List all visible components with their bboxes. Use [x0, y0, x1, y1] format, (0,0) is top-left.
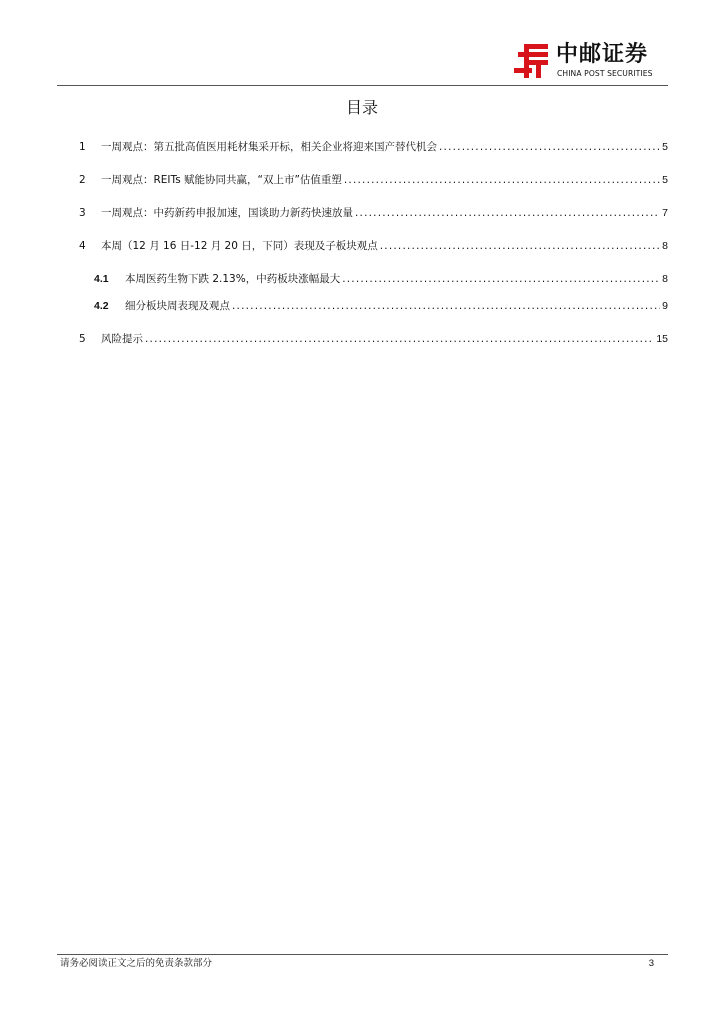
toc-entry-page: 8 [662, 273, 668, 285]
toc-entry-page: 8 [662, 240, 668, 252]
table-of-contents [79, 136, 668, 351]
toc-entry-text: 一周观点：第五批高值医用耗材集采开标，相关企业将迎来国产替代机会 [101, 141, 437, 153]
toc-entry-number: 1 [79, 141, 86, 153]
china-post-logo-icon [512, 42, 552, 80]
toc-entry-page: 7 [662, 207, 668, 219]
toc-dot-leader [145, 328, 654, 351]
toc-title: 目录 [345, 98, 378, 117]
toc-entry-4-1[interactable] [79, 268, 668, 291]
toc-entry-text: 本周医药生物下跌 2.13%，中药板块涨幅最大 [125, 273, 341, 285]
toc-entry-number: 4.2 [94, 300, 109, 312]
page-header [0, 0, 724, 90]
toc-dot-leader [355, 202, 660, 225]
footer-divider [57, 954, 668, 955]
toc-entry-text: 一周观点：中药新药申报加速，国谈助力新药快速放量 [101, 207, 353, 219]
toc-entry-page: 15 [656, 333, 668, 345]
toc-entry-4[interactable] [79, 235, 668, 258]
toc-entry-page: 5 [662, 141, 668, 153]
toc-dot-leader [439, 136, 660, 159]
company-logo [512, 42, 672, 82]
toc-dot-leader [342, 268, 660, 291]
toc-dot-leader [344, 169, 660, 192]
toc-entry-page: 5 [662, 174, 668, 186]
toc-entry-text: 风险提示 [101, 333, 143, 345]
header-divider [57, 85, 668, 86]
footer-page-number: 3 [648, 958, 654, 969]
company-name-cn: 中邮证券 [556, 42, 649, 67]
company-name-en: CHINA POST SECURITIES [557, 69, 653, 78]
toc-entry-text: 本周（12 月 16 日-12 月 20 日，下同）表现及子板块观点 [101, 240, 378, 252]
toc-entry-5[interactable] [79, 328, 668, 351]
toc-entry-number: 4 [79, 240, 86, 252]
toc-dot-leader [232, 295, 660, 318]
footer-disclaimer: 请务必阅读正文之后的免责条款部分 [60, 958, 213, 969]
toc-entry-1[interactable] [79, 136, 668, 159]
toc-entry-number: 2 [79, 174, 86, 186]
toc-entry-number: 4.1 [94, 273, 109, 285]
toc-dot-leader [380, 235, 660, 258]
toc-entry-page: 9 [662, 300, 668, 312]
toc-entry-3[interactable] [79, 202, 668, 225]
toc-entry-4-2[interactable] [79, 295, 668, 318]
toc-entry-number: 3 [79, 207, 86, 219]
toc-entry-2[interactable] [79, 169, 668, 192]
toc-entry-text: 一周观点：REITs 赋能协同共赢，“双上市”估值重塑 [101, 174, 342, 186]
toc-entry-text: 细分板块周表现及观点 [125, 300, 230, 312]
toc-entry-number: 5 [79, 333, 86, 345]
